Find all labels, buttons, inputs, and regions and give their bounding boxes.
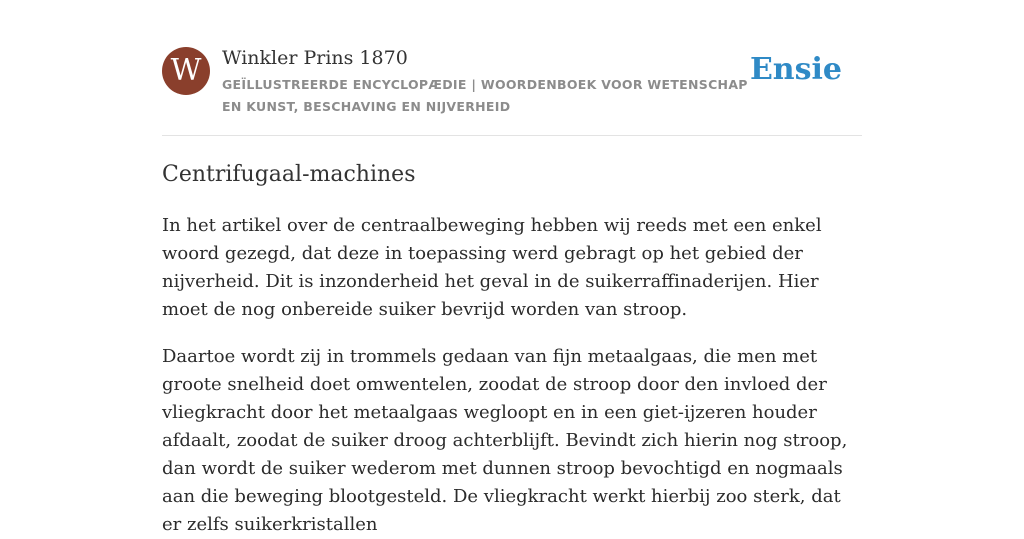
site-meta bbox=[222, 46, 752, 118]
avatar[interactable]: W bbox=[162, 47, 210, 95]
article-paragraph: Daartoe wordt zij in trommels gedaan van fijn metaalgaas, die men met groote snelheid doet omwentelen, zoodat de stroop door den invloed der vliegkracht door het metaalgaas wegloopt en in een giet-ijzeren houder afdaalt, zoodat de suiker droog achterblijft. Bevindt zich hierin nog stroop, dan wordt de suiker wederom met dunnen stroop bevochtigd en nogmaals aan die beweging blootgesteld. De vliegkracht werkt hierbij zoo sterk, dat er zelfs suikerkristallen bbox=[162, 346, 848, 535]
article-paragraph: In het artikel over de centraalbeweging hebben wij reeds met een enkel woord gezegd, dat deze in toepassing werd gebragt op het gebied der nijverheid. Dit is inzonderheid het geval in de suikerraffinaderijen. Hier moet de nog onbereide suiker bevrijd worden van stroop. bbox=[162, 215, 822, 320]
site-subtitle: GEÏLLUSTREERDE ENCYCLOPÆDIE | WOORDENBOEK VOOR WETENSCHAP EN KUNST, BESCHAVING EN NIJVERHEID bbox=[222, 77, 748, 114]
article-title: Centrifugaal-machines bbox=[162, 162, 416, 187]
article bbox=[162, 158, 862, 539]
site-header bbox=[162, 46, 862, 118]
header-divider bbox=[162, 135, 862, 136]
site-title[interactable]: Winkler Prins 1870 bbox=[222, 47, 408, 69]
brand-logo[interactable]: Ensie bbox=[749, 52, 842, 87]
